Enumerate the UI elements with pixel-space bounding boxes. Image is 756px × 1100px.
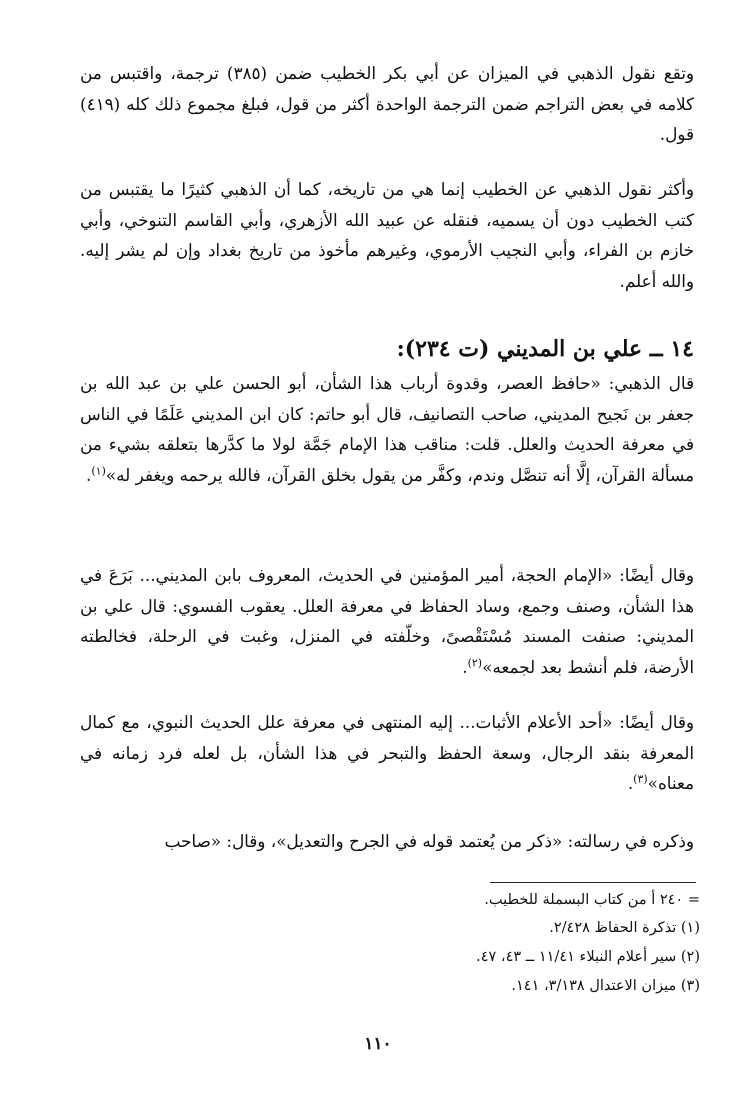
footnote-1: (١) تذكرة الحفاظ ٢/٤٢٨. (549, 920, 700, 936)
paragraph-dhahabi-quote-1: قال الذهبي: «حافظ العصر، وقدوة أرباب هذا الشأن، أبو الحسن علي بن عبد الله بن جعفر بن نَجيح المديني، صاحب التصانيف، قال أبو حاتم: كان ابن المديني عَلَمًا في الناس في معرفة الحديث والعلل. قلت: مناقب هذا الإمام جَمَّة لولا ما كدَّرها بتعلقه بشيء من مسألة القرآن، إلَّا أنه تنصَّل وندم، وكفَّر من يقول بخلق القرآن، فالله يرحمه ويغفر له»$^{(١)}$. (80, 373, 694, 485)
paragraph-dhahabi-quote-2: وقال أيضًا: «الإمام الحجة، أمير المؤمنين في الحديث، المعروف بابن المديني... بَرَعَ في هذا الشأن، وصنف وجمع، وساد الحفاظ في معرفة العلل. يعقوب الفسوي: قال علي بن المديني: صنفت المسند مُسْتَقْصىً، وخلّفته في المنزل، وغبت في الرحلة، فخالطته الأرضة، فلم أنشط بعد لجمعه»$^{(٢)}$. (80, 565, 694, 677)
quote-text: وقال أيضًا: «الإمام الحجة، أمير المؤمنين في الحديث، المعروف بابن المديني... بَرَعَ في هذا الشأن، وصنف وجمع، وساد الحفاظ في معرفة العلل. يعقوب الفسوي: قال علي بن المديني: صنفت المسند مُسْتَقْصىً، وخلّفته في المنزل، وغبت في الرحلة، فخالطته الأرضة، فلم أنشط بعد لجمعه» (80, 565, 694, 677)
footnote-ref-3: (٣) (633, 772, 648, 786)
paragraph-dhahabi-quote-3: وقال أيضًا: «أحد الأعلام الأثبات... إليه المنتهى في معرفة علل الحديث النبوي، مع كمال المعرفة بنقد الرجال، وسعة الحفظ والتبحر في هذا الشأن، بل لعله فرد زمانه في معناه»$^{(٣)}$. (80, 712, 694, 793)
quote-text: وقال أيضًا: «أحد الأعلام الأثبات... إليه المنتهى في معرفة علل الحديث النبوي، مع كمال المعرفة بنقد الرجال، وسعة الحفظ والتبحر في هذا الشأن، بل لعله فرد زمانه في معناه» (80, 712, 694, 793)
page-number: ١١٠ (364, 1034, 392, 1054)
paragraph-khatib-history: وأكثر نقول الذهبي عن الخطيب إنما هي من تاريخه، كما أن الذهبي كثيرًا ما يقتبس من كتب الخطيب دون أن يسميه، فنقله عن عبيد الله الأزهري، وأبي القاسم التنوخي، وأبي خازم بن الفراء، وأبي النجيب الأرموي، وغيرهم مأخوذ من تاريخ بغداد وإن لم يشر إليه. والله أعلم. (80, 179, 694, 291)
footnote-ref-2: (٢) (467, 655, 483, 669)
footnote-ref-1: (١) (91, 463, 106, 477)
footnote-3: (٣) ميزان الاعتدال ٣/١٣٨، ١٤١. (511, 978, 700, 994)
section-heading-ali-ibn-madini: ١٤ ــ علي بن المديني (ت ٢٣٤): (396, 336, 694, 362)
paragraph-risala-mention: وذكره في رسالته: «ذكر من يُعتمد قوله في الجرح والتعديل»، وقال: «صاحب (164, 831, 694, 851)
paragraph-dhahabi-quotes-count: وتقع نقول الذهبي في الميزان عن أبي بكر الخطيب ضمن (٣٨٥) ترجمة، واقتبس من كلامه في بعض التراجم ضمن الترجمة الواحدة أكثر من قول، فبلغ مجموع ذلك كله (٤١٩) قول. (80, 63, 694, 144)
footnote-divider (490, 882, 696, 883)
footnote-continued: = ٢٤٠ أ من كتاب البسملة للخطيب. (484, 892, 700, 908)
footnote-2: (٢) سير أعلام النبلاء ١١/٤١ ــ ٤٣، ٤٧. (476, 949, 700, 965)
quote-text: قال الذهبي: «حافظ العصر، وقدوة أرباب هذا الشأن، أبو الحسن علي بن عبد الله بن جعفر بن نَجيح المديني، صاحب التصانيف، قال أبو حاتم: كان ابن المديني عَلَمًا في الناس في معرفة الحديث والعلل. قلت: مناقب هذا الإمام جَمَّة لولا ما كدَّرها بتعلقه بشيء من مسألة القرآن، إلَّا أنه تنصَّل وندم، وكفَّر من يقول بخلق القرآن، فالله يرحمه ويغفر له» (80, 373, 694, 485)
